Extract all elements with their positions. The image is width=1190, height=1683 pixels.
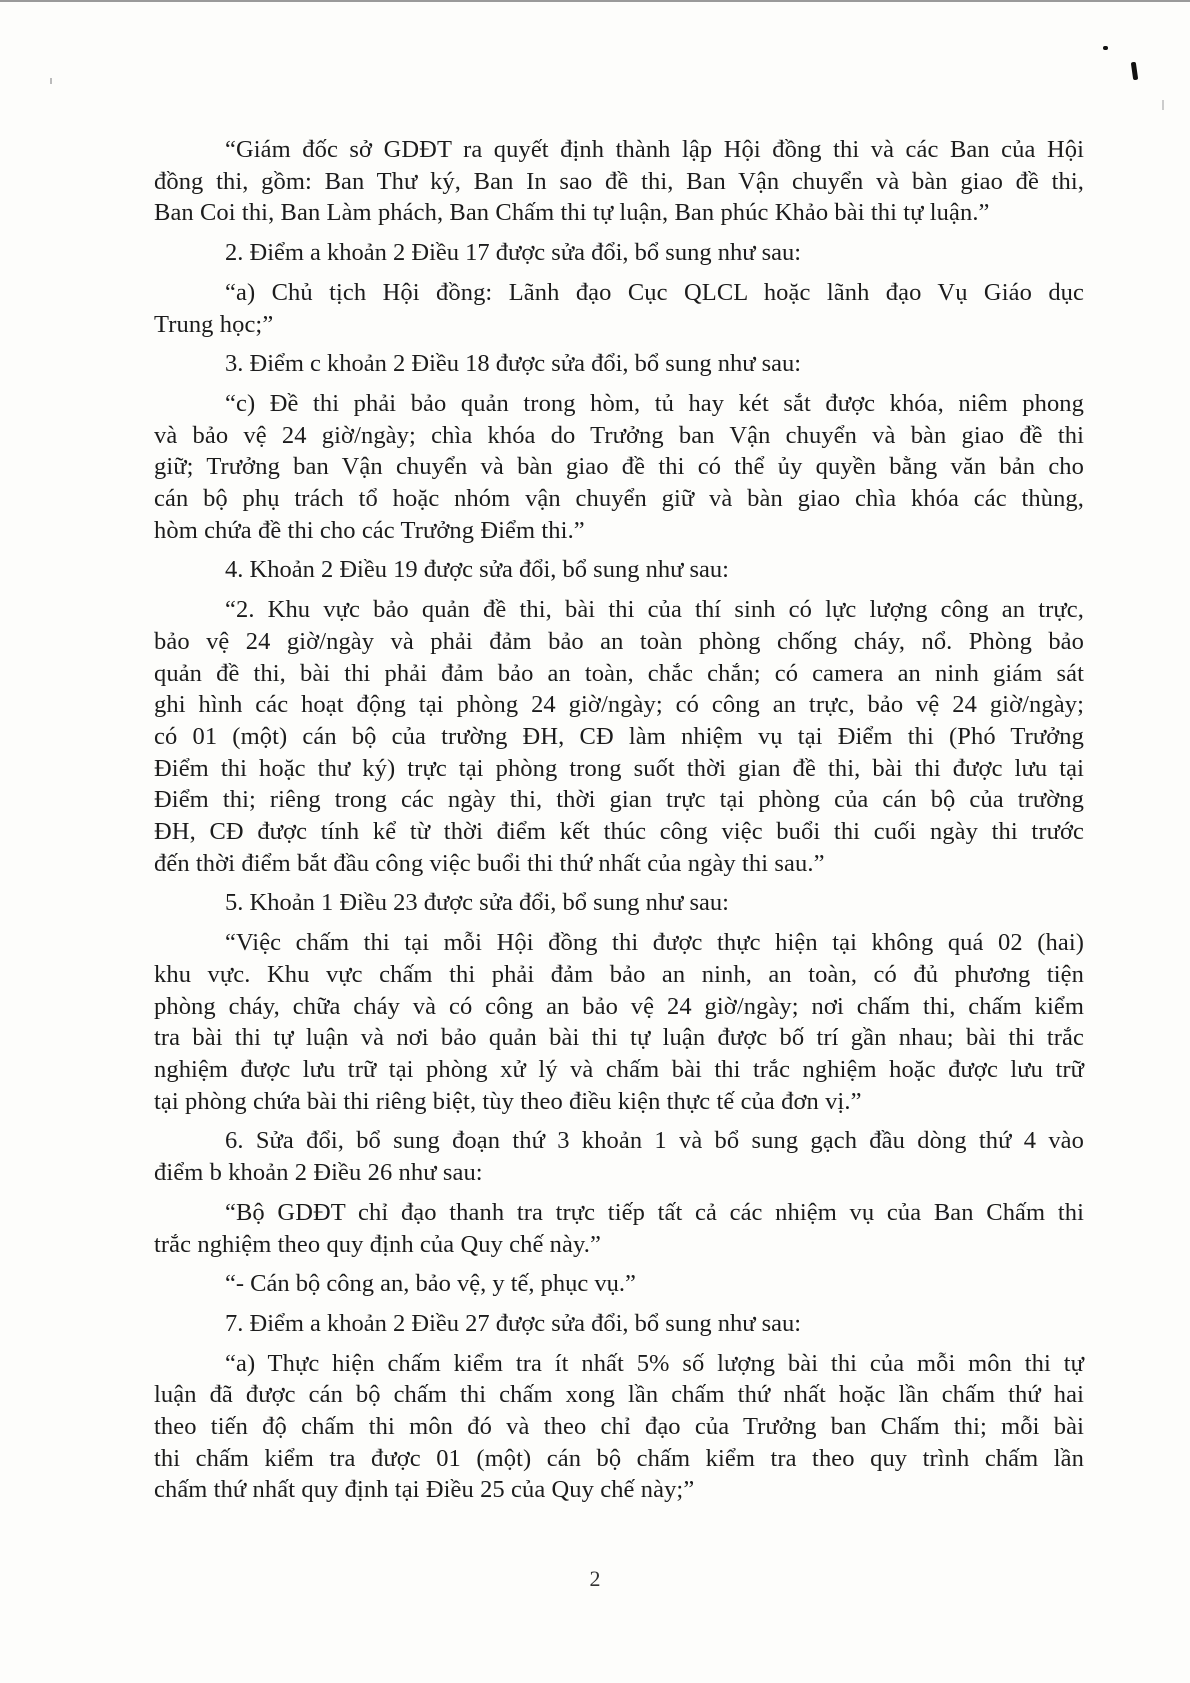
paragraph-gap — [154, 919, 1084, 927]
section-heading: 5. Khoản 1 Điều 23 được sửa đổi, bổ sung như sau: — [225, 889, 729, 917]
paragraph-gap — [154, 380, 1084, 388]
quoted-paragraph — [154, 1197, 1084, 1260]
text-line: đến thời điểm bắt đầu công việc buổi thi thứ nhất của ngày thi sau.” — [154, 849, 825, 877]
text-line: Ban Coi thi, Ban Làm phách, Ban Chấm thi tự luận, Ban phúc Khảo bài thi tự luận.” — [154, 199, 990, 227]
page-number: 2 — [589, 1566, 601, 1591]
text-line: ghi hình các hoạt động tại phòng 24 giờ/ngày; có công an trực, bảo vệ 24 giờ/ngày; — [154, 691, 1084, 719]
text-line: “Việc chấm thi tại mỗi Hội đồng thi được thực hiện tại không quá 02 (hai) — [225, 929, 1084, 957]
text-line: ĐH, CĐ được tính kể từ thời điểm kết thúc công việc buổi thi cuối ngày thi trước — [154, 818, 1084, 846]
text-line: phòng cháy, chữa cháy và có công an bảo vệ 24 giờ/ngày; nơi chấm thi, chấm kiểm — [154, 992, 1084, 1020]
text-line: tại phòng chứa bài thi riêng biệt, tùy theo điều kiện thực tế của đơn vị.” — [154, 1087, 862, 1115]
text-line: Trung học;” — [154, 310, 274, 338]
text-line: bảo vệ 24 giờ/ngày và phải đảm bảo an toàn phòng chống cháy, nổ. Phòng bảo — [154, 627, 1084, 655]
quoted-paragraph — [154, 1348, 1084, 1507]
paragraph-gap — [154, 269, 1084, 277]
text-line: “a) Thực hiện chấm kiểm tra ít nhất 5% số lượng bài thi của mỗi môn thi tự — [225, 1349, 1084, 1377]
text-line: “a) Chủ tịch Hội đồng: Lãnh đạo Cục QLCL hoặc lãnh đạo Vụ Giáo dục — [225, 278, 1084, 306]
paragraph-gap — [154, 1189, 1084, 1197]
quoted-paragraph — [154, 277, 1084, 340]
text-line: Điểm thi hoặc thư ký) trực tại phòng trong suốt thời gian đề thi, bài thi được lưu tại — [154, 754, 1084, 782]
paragraph-gap — [154, 1300, 1084, 1308]
text-line: “c) Đề thi phải bảo quản trong hòm, tủ hay két sắt được khóa, niêm phong — [225, 389, 1084, 417]
document-body — [154, 134, 1084, 1514]
text-line: nghiệm được lưu trữ tại phòng xử lý và chấm bài thi trắc nghiệm hoặc được lưu trữ — [154, 1055, 1084, 1083]
paragraph-gap — [154, 546, 1084, 554]
section-heading: 2. Điểm a khoản 2 Điều 17 được sửa đổi, bổ sung như sau: — [225, 239, 802, 267]
scan-speck — [1103, 46, 1108, 50]
text-line: “Bộ GDĐT chỉ đạo thanh tra trực tiếp tất cả các nhiệm vụ của Ban Chấm thi — [225, 1198, 1084, 1226]
paragraph-gap — [154, 586, 1084, 594]
quoted-paragraph — [154, 388, 1084, 547]
text-line: tra bài thi tự luận và nơi bảo quản bài thi tự luận được bố trí gần nhau; bài thi trắc — [154, 1024, 1084, 1052]
section-heading: 3. Điểm c khoản 2 Điều 18 được sửa đổi, bổ sung như sau: — [225, 350, 802, 378]
scan-speck — [50, 78, 52, 84]
quoted-paragraph — [154, 594, 1084, 879]
paragraph-gap — [154, 1260, 1084, 1268]
section-heading: “- Cán bộ công an, bảo vệ, y tế, phục vụ.” — [225, 1270, 636, 1298]
paragraph-gap — [154, 229, 1084, 237]
text-line: trắc nghiệm theo quy định của Quy chế này.” — [154, 1230, 601, 1258]
text-line: 6. Sửa đổi, bổ sung đoạn thứ 3 khoản 1 và bổ sung gạch đầu dòng thứ 4 vào — [225, 1127, 1084, 1155]
text-line: “2. Khu vực bảo quản đề thi, bài thi của thí sinh có lực lượng công an trực, — [225, 596, 1084, 624]
text-line: thi chấm kiểm tra được 01 (một) cán bộ chấm kiểm tra theo quy trình chấm lần — [154, 1444, 1084, 1472]
text-line: “Giám đốc sở GDĐT ra quyết định thành lập Hội đồng thi và các Ban của Hội — [225, 136, 1084, 163]
text-line: luận đã được cán bộ chấm thi chấm xong lần chấm thứ nhất hoặc lần chấm thứ hai — [154, 1381, 1084, 1409]
paragraph-gap — [154, 879, 1084, 887]
paragraph-gap — [154, 1340, 1084, 1348]
text-line: theo tiến độ chấm thi môn đó và theo chỉ đạo của Trưởng ban Chấm thi; mỗi bài — [154, 1413, 1084, 1441]
text-line: khu vực. Khu vực chấm thi phải đảm bảo an ninh, an toàn, có đủ phương tiện — [154, 960, 1084, 988]
text-line: có 01 (một) cán bộ của trường ĐH, CĐ làm nhiệm vụ tại Điểm thi (Phó Trưởng — [154, 722, 1084, 750]
text-line: quản đề thi, bài thi phải đảm bảo an toàn, chắc chắn; có camera an ninh giám sát — [154, 659, 1084, 687]
section-heading — [154, 1125, 1084, 1188]
text-line: chấm thứ nhất quy định tại Điều 25 của Quy chế này;” — [154, 1476, 695, 1504]
paragraph-gap — [154, 340, 1084, 348]
text-line: cán bộ phụ trách tổ hoặc nhóm vận chuyển giữ và bàn giao chìa khóa các thùng, — [154, 485, 1084, 513]
text-line: điểm b khoản 2 Điều 26 như sau: — [154, 1159, 483, 1187]
text-line: Điểm thi; riêng trong các ngày thi, thời gian trực tại phòng của cán bộ của trường — [154, 786, 1084, 814]
text-line: giữ; Trưởng ban Vận chuyển và bàn giao đề thi có thể ủy quyền bằng văn bản cho — [154, 453, 1084, 481]
text-line: hòm chứa đề thi cho các Trưởng Điểm thi.” — [154, 516, 585, 544]
paragraph-gap — [154, 1506, 1084, 1514]
section-heading: 4. Khoản 2 Điều 19 được sửa đổi, bổ sung như sau: — [225, 556, 729, 584]
quoted-paragraph — [154, 927, 1084, 1117]
quoted-paragraph — [154, 134, 1084, 229]
text-line: và bảo vệ 24 giờ/ngày; chìa khóa do Trưởng ban Vận chuyển và bàn giao đề thi — [154, 421, 1084, 449]
scan-speck — [1162, 100, 1164, 110]
paragraph-gap — [154, 1117, 1084, 1125]
text-line: đồng thi, gồm: Ban Thư ký, Ban In sao đề thi, Ban Vận chuyển và bàn giao đề thi, — [154, 167, 1084, 195]
section-heading: 7. Điểm a khoản 2 Điều 27 được sửa đổi, bổ sung như sau: — [225, 1309, 802, 1337]
scan-top-edge — [0, 0, 1190, 2]
scan-mark — [1131, 62, 1138, 81]
